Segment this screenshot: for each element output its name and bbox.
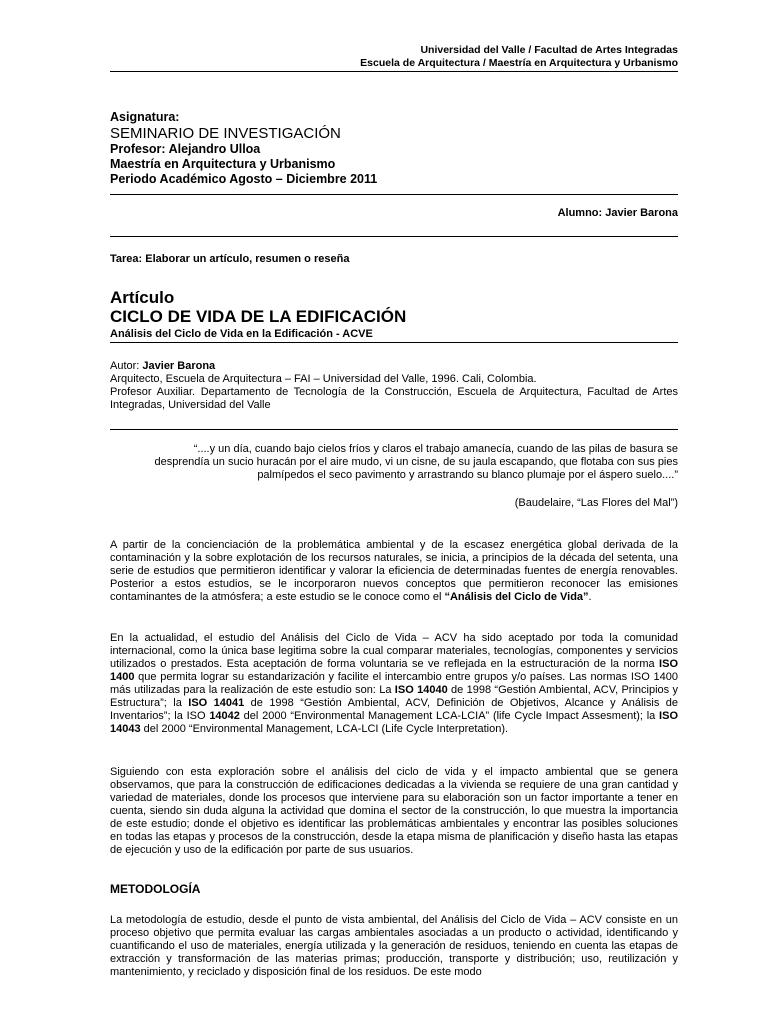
period-line: Periodo Académico Agosto – Diciembre 2011 <box>110 172 378 186</box>
student-divider <box>110 236 678 237</box>
course-divider <box>110 194 678 195</box>
section-heading-metodologia: METODOLOGÍA <box>110 882 201 896</box>
author-block <box>110 360 678 412</box>
iso-bold-1: ISO 1400 <box>110 658 678 683</box>
course-info <box>110 110 678 187</box>
subject-name: SEMINARIO DE INVESTIGACIÓN <box>110 125 341 142</box>
author-name: Javier Barona <box>142 360 216 372</box>
paragraph-intro <box>110 539 678 604</box>
author-affiliation-1: Arquitecto, Escuela de Arquitectura – FAI – Universidad del Valle, 1996. Cali, Colombia. <box>110 373 537 385</box>
title-divider <box>110 342 678 343</box>
iso-text-1: En la actualidad, el estudio del Análisis del Ciclo de Vida – ACV ha sido aceptado por toda la comunidad internacional, como la única base legitima sobre la cual comparar materiales, tecnologías, componentes y servicios utilizados o prestados. Esta aceptación de forma voluntaria se ve reflejada en la estructuración de la norma <box>110 632 678 670</box>
header-line-1: Universidad del Valle / Facultad de Artes Integradas <box>420 44 678 56</box>
paragraph-exploration: Siguiendo con esta exploración sobre el análisis del ciclo de vida y el impacto ambiental que se genera observamos, que para la construcción de edificaciones dedicadas a la vivienda se requiere de una gran cantidad y variedad de materiales, donde los procesos que interviene para su elaboración son un factor importante a tener en cuenta, siendo sin duda alguna la actividad que domina el sector de la construcción, lo que muestra la importancia de este estudio; donde el objetivo es identificar las problemáticas ambientales y encontrar las posibles soluciones en todas las etapas y procesos de la construcción, desde la etapa misma de planificación y diseño hasta las etapas de ejecución y uso de la edificación por parte de sus usuarios. <box>110 766 678 856</box>
iso-bold-2: ISO 14040 <box>394 684 448 696</box>
iso-text-5: del 2000 “Environmental Management LCA-LCIA” (life Cycle Impact Assesment); la <box>239 710 660 722</box>
iso-text-4: de 1998 “Gestión Ambiental, ACV, Definición de Objetivos, Alcance y Análisis de Inventarios”; la ISO <box>110 697 679 722</box>
iso-text-6: del 2000 “Environmental Management, LCA-LCI (Life Cycle Interpretation). <box>140 723 509 735</box>
iso-bold-4: 14042 <box>209 710 240 722</box>
header-line-2: Escuela de Arquitectura / Maestría en Arquitectura y Urbanismo <box>360 57 678 69</box>
header-divider <box>110 71 678 72</box>
author-label: Autor: <box>110 360 143 372</box>
subject-label: Asignatura: <box>110 110 180 124</box>
author-divider <box>110 429 678 430</box>
student-name: Alumno: Javier Barona <box>557 207 678 219</box>
article-kind: Artículo <box>110 288 175 307</box>
epigraph-quote <box>115 443 678 482</box>
epigraph-citation: (Baudelaire, “Las Flores del Mal”) <box>514 497 678 509</box>
article-title: CICLO DE VIDA DE LA EDIFICACIÓN <box>110 307 407 326</box>
iso-text-2: que permita lograr su estandarización y facilite el intercambio entre grupos y/o países. Las normas ISO 1400 más utilizadas para la realización de este estudio son: La <box>110 671 678 696</box>
iso-text-3: de 1998 “Gestión Ambiental, ACV, Principios y Estructura”; la <box>110 684 679 709</box>
author-line <box>110 360 678 373</box>
paragraph-intro-text: A partir de la concienciación de la problemática ambiental y de la escasez energética global derivada de la contaminación y la sobre explotación de los recursos naturales, se inicia, a principios de la década del setenta, una serie de estudios que permitieron identificar y valorar la eficiencia de determinadas fuentes de energía renovables. Posterior a estos estudios, se le incorporaron nuevos conceptos que permitieron reconocer las emisiones contaminantes de la atmósfera; a este estudio se le conoce como el <box>110 539 678 603</box>
paragraph-intro-end: . <box>588 591 592 603</box>
university-header <box>360 44 678 70</box>
epigraph-line-1: “....y un día, cuando bajo cielos fríos y claros el trabajo amanecía, cuando de las pilas de basura se <box>193 443 678 455</box>
professor-line: Profesor: Alejandro Ulloa <box>110 142 261 156</box>
task-line: Tarea: Elaborar un artículo, resumen o reseña <box>110 253 350 265</box>
program-line: Maestría en Arquitectura y Urbanismo <box>110 157 336 171</box>
iso-bold-5: ISO 14043 <box>110 710 678 735</box>
epigraph-line-3: palmípedos el seco pavimento y arrastrando su blanco plumaje por el áspero suelo....” <box>257 469 678 481</box>
author-affiliation-2: Profesor Auxiliar. Departamento de Tecnología de la Construcción, Escuela de Arquitectura, Facultad de Artes Integradas, Universidad del Valle <box>110 386 678 411</box>
paragraph-intro-bold: “Análisis del Ciclo de Vida” <box>444 591 589 603</box>
paragraph-iso <box>110 632 678 736</box>
epigraph-line-2: desprendía un sucio huracán por el aire mudo, vi un cisne, de su jaula escapando, que flotaba con sus pies <box>154 456 678 468</box>
iso-bold-3: ISO 14041 <box>188 697 245 709</box>
paragraph-methodology: La metodología de estudio, desde el punto de vista ambiental, del Análisis del Ciclo de Vida – ACV consiste en un proceso objetivo que permita evaluar las cargas ambientales asociadas a un producto o actividad, identificando y cuantificando el uso de materiales, energía utilizada y la generación de residuos, teniendo en cuenta las etapas de extracción y transformación de las materias primas; producción, transporte y distribución; uso, reutilización y mantenimiento, y reciclado y disposición final de los residuos. De este modo <box>110 914 678 978</box>
article-subtitle: Análisis del Ciclo de Vida en la Edificación - ACVE <box>110 328 373 340</box>
